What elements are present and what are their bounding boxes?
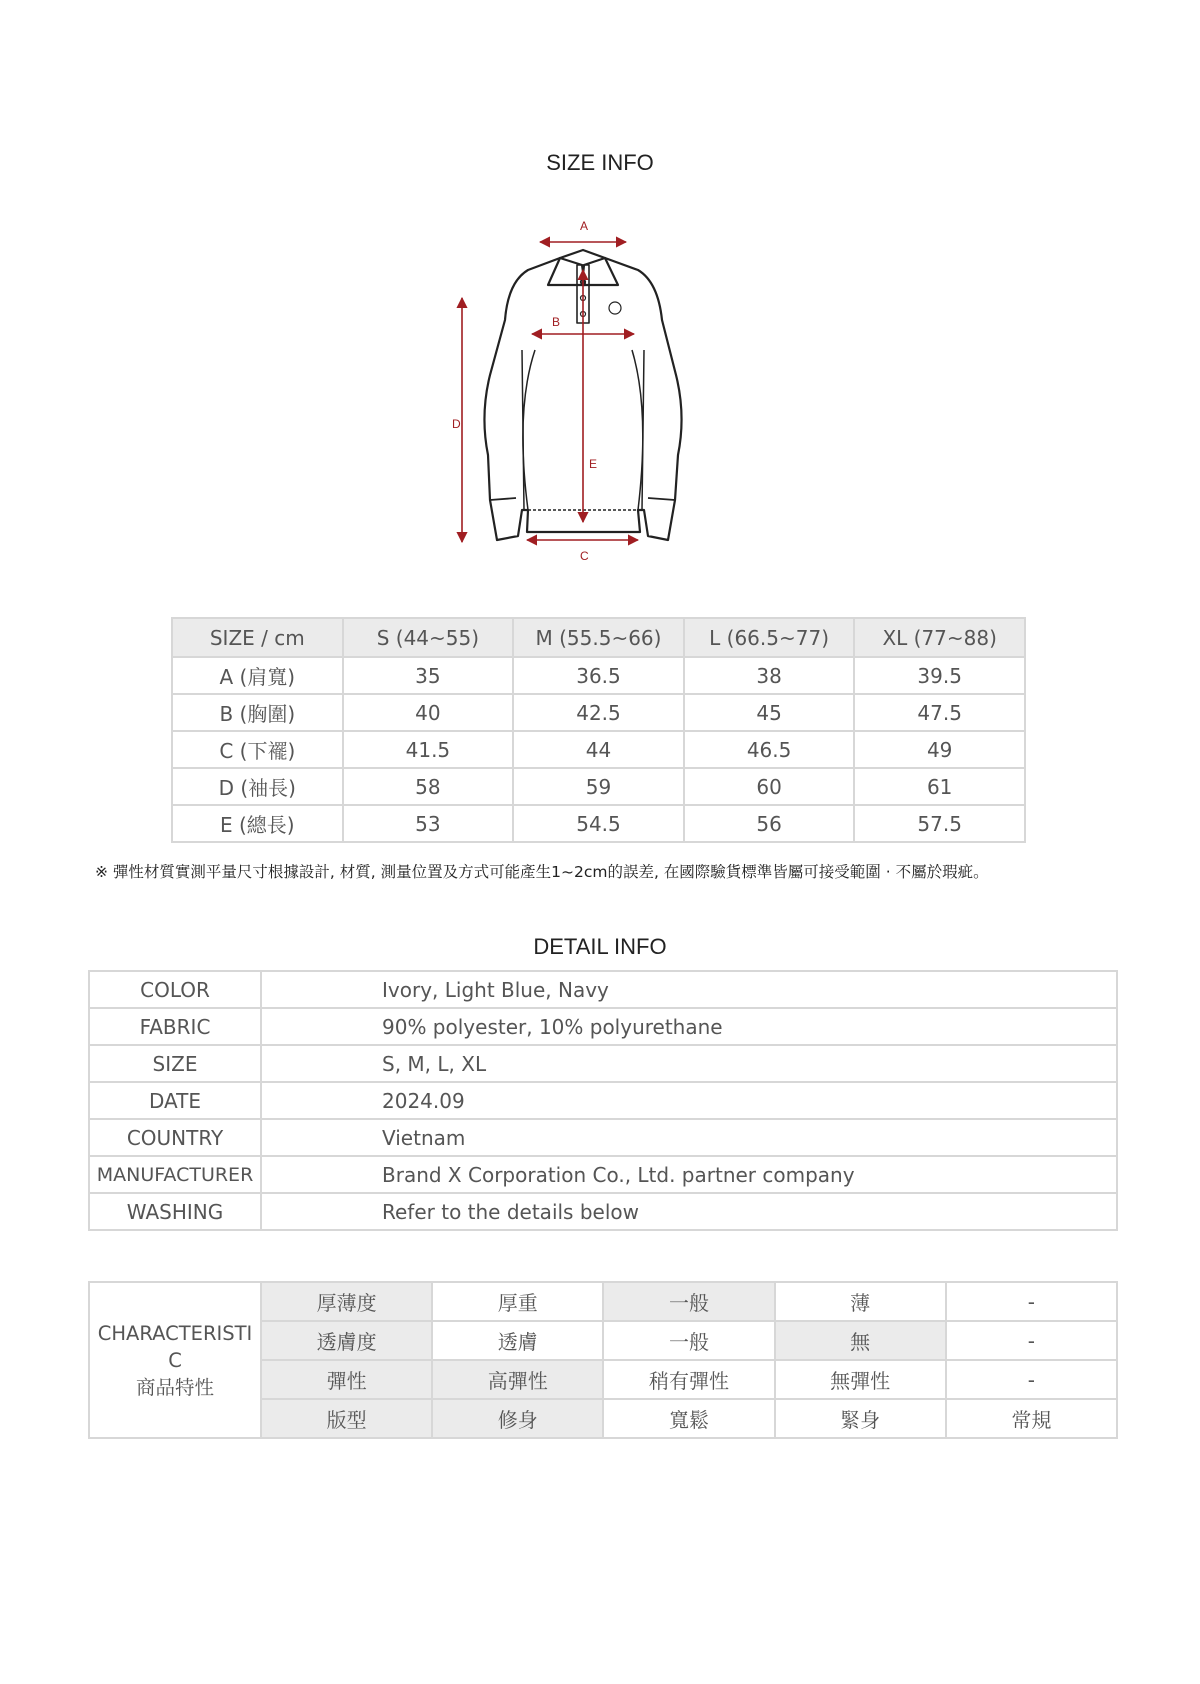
diagram-label-c: C	[580, 549, 589, 563]
diagram-label-b: B	[552, 315, 561, 329]
detail-label: COLOR	[89, 971, 261, 1008]
size-cell: 54.5	[513, 805, 684, 842]
detail-label: DATE	[89, 1082, 261, 1119]
size-row-label: E (總長)	[172, 805, 343, 842]
characteristic-option-selected: 一般	[603, 1282, 774, 1321]
detail-row	[89, 1193, 1117, 1230]
size-header-cell: L (66.5~77)	[684, 618, 855, 657]
detail-row	[89, 1045, 1117, 1082]
characteristic-option: 無彈性	[775, 1360, 946, 1399]
characteristic-option: 寬鬆	[603, 1399, 774, 1438]
characteristic-option: 透膚	[432, 1321, 603, 1360]
characteristic-option: 常規	[946, 1399, 1117, 1438]
detail-label: COUNTRY	[89, 1119, 261, 1156]
characteristic-name: 透膚度	[261, 1321, 432, 1360]
characteristic-label-en-2: C	[168, 1348, 182, 1372]
characteristic-option: 一般	[603, 1321, 774, 1360]
characteristic-option: -	[946, 1321, 1117, 1360]
size-cell: 44	[513, 731, 684, 768]
diagram-label-e: E	[589, 457, 598, 471]
detail-value: Brand X Corporation Co., Ltd. partner company	[261, 1156, 1117, 1193]
size-row-label: A (肩寬)	[172, 657, 343, 694]
characteristic-option: 稍有彈性	[603, 1360, 774, 1399]
measurement-lines	[462, 242, 638, 542]
detail-row	[89, 1119, 1117, 1156]
characteristic-option: -	[946, 1360, 1117, 1399]
detail-value: S, M, L, XL	[261, 1045, 1117, 1082]
characteristic-option-selected: 高彈性	[432, 1360, 603, 1399]
characteristic-table	[88, 1281, 1118, 1439]
size-cell: 53	[343, 805, 514, 842]
size-header-cell: SIZE / cm	[172, 618, 343, 657]
detail-row	[89, 1082, 1117, 1119]
size-table-row	[172, 768, 1025, 805]
characteristic-name: 彈性	[261, 1360, 432, 1399]
detail-label: WASHING	[89, 1193, 261, 1230]
detail-value: Refer to the details below	[261, 1193, 1117, 1230]
characteristic-option-selected: 無	[775, 1321, 946, 1360]
characteristic-option: 薄	[775, 1282, 946, 1321]
diagram-label-a: A	[580, 219, 589, 233]
characteristic-heading	[89, 1282, 261, 1438]
size-header-cell: XL (77~88)	[854, 618, 1025, 657]
size-cell: 61	[854, 768, 1025, 805]
size-cell: 39.5	[854, 657, 1025, 694]
characteristic-name: 版型	[261, 1399, 432, 1438]
detail-value: 90% polyester, 10% polyurethane	[261, 1008, 1117, 1045]
characteristic-label-en: CHARACTERISTI	[97, 1321, 253, 1345]
size-cell: 56	[684, 805, 855, 842]
shirt-measurement-diagram	[450, 210, 750, 563]
detail-value: Ivory, Light Blue, Navy	[261, 971, 1117, 1008]
size-row-label: D (袖長)	[172, 768, 343, 805]
size-info-title: SIZE INFO	[546, 150, 654, 175]
size-table-row	[172, 731, 1025, 768]
detail-value: Vietnam	[261, 1119, 1117, 1156]
size-table	[171, 617, 1026, 843]
characteristic-label-zh: 商品特性	[135, 1375, 214, 1399]
size-cell: 45	[684, 694, 855, 731]
detail-info-title: DETAIL INFO	[533, 934, 667, 959]
size-cell: 35	[343, 657, 514, 694]
size-table-row	[172, 805, 1025, 842]
size-cell: 60	[684, 768, 855, 805]
size-row-label: C (下襬)	[172, 731, 343, 768]
size-cell: 47.5	[854, 694, 1025, 731]
detail-row	[89, 1156, 1117, 1193]
size-header-cell: S (44~55)	[343, 618, 514, 657]
size-table-row	[172, 657, 1025, 694]
size-cell: 49	[854, 731, 1025, 768]
detail-label: MANUFACTURER	[89, 1156, 261, 1193]
size-cell: 40	[343, 694, 514, 731]
characteristic-name: 厚薄度	[261, 1282, 432, 1321]
size-cell: 38	[684, 657, 855, 694]
detail-table	[88, 970, 1118, 1231]
size-cell: 57.5	[854, 805, 1025, 842]
size-table-header	[172, 618, 1025, 657]
detail-row	[89, 971, 1117, 1008]
size-cell: 36.5	[513, 657, 684, 694]
size-row-label: B (胸圍)	[172, 694, 343, 731]
size-header-cell: M (55.5~66)	[513, 618, 684, 657]
characteristic-option: 厚重	[432, 1282, 603, 1321]
size-cell: 58	[343, 768, 514, 805]
size-cell: 59	[513, 768, 684, 805]
detail-value: 2024.09	[261, 1082, 1117, 1119]
size-cell: 42.5	[513, 694, 684, 731]
characteristic-option-selected: 修身	[432, 1399, 603, 1438]
characteristic-option: 緊身	[775, 1399, 946, 1438]
size-cell: 46.5	[684, 731, 855, 768]
detail-label: SIZE	[89, 1045, 261, 1082]
characteristic-option: -	[946, 1282, 1117, 1321]
characteristic-row	[89, 1282, 1117, 1321]
size-note: ※ 彈性材質實測平量尺寸根據設計, 材質, 測量位置及方式可能產生1~2cm的誤差, 在國際驗貨標準皆屬可接受範圍 · 不屬於瑕疵。	[95, 863, 989, 881]
detail-label: FABRIC	[89, 1008, 261, 1045]
diagram-label-d: D	[452, 417, 461, 431]
detail-row	[89, 1008, 1117, 1045]
size-cell: 41.5	[343, 731, 514, 768]
size-table-row	[172, 694, 1025, 731]
